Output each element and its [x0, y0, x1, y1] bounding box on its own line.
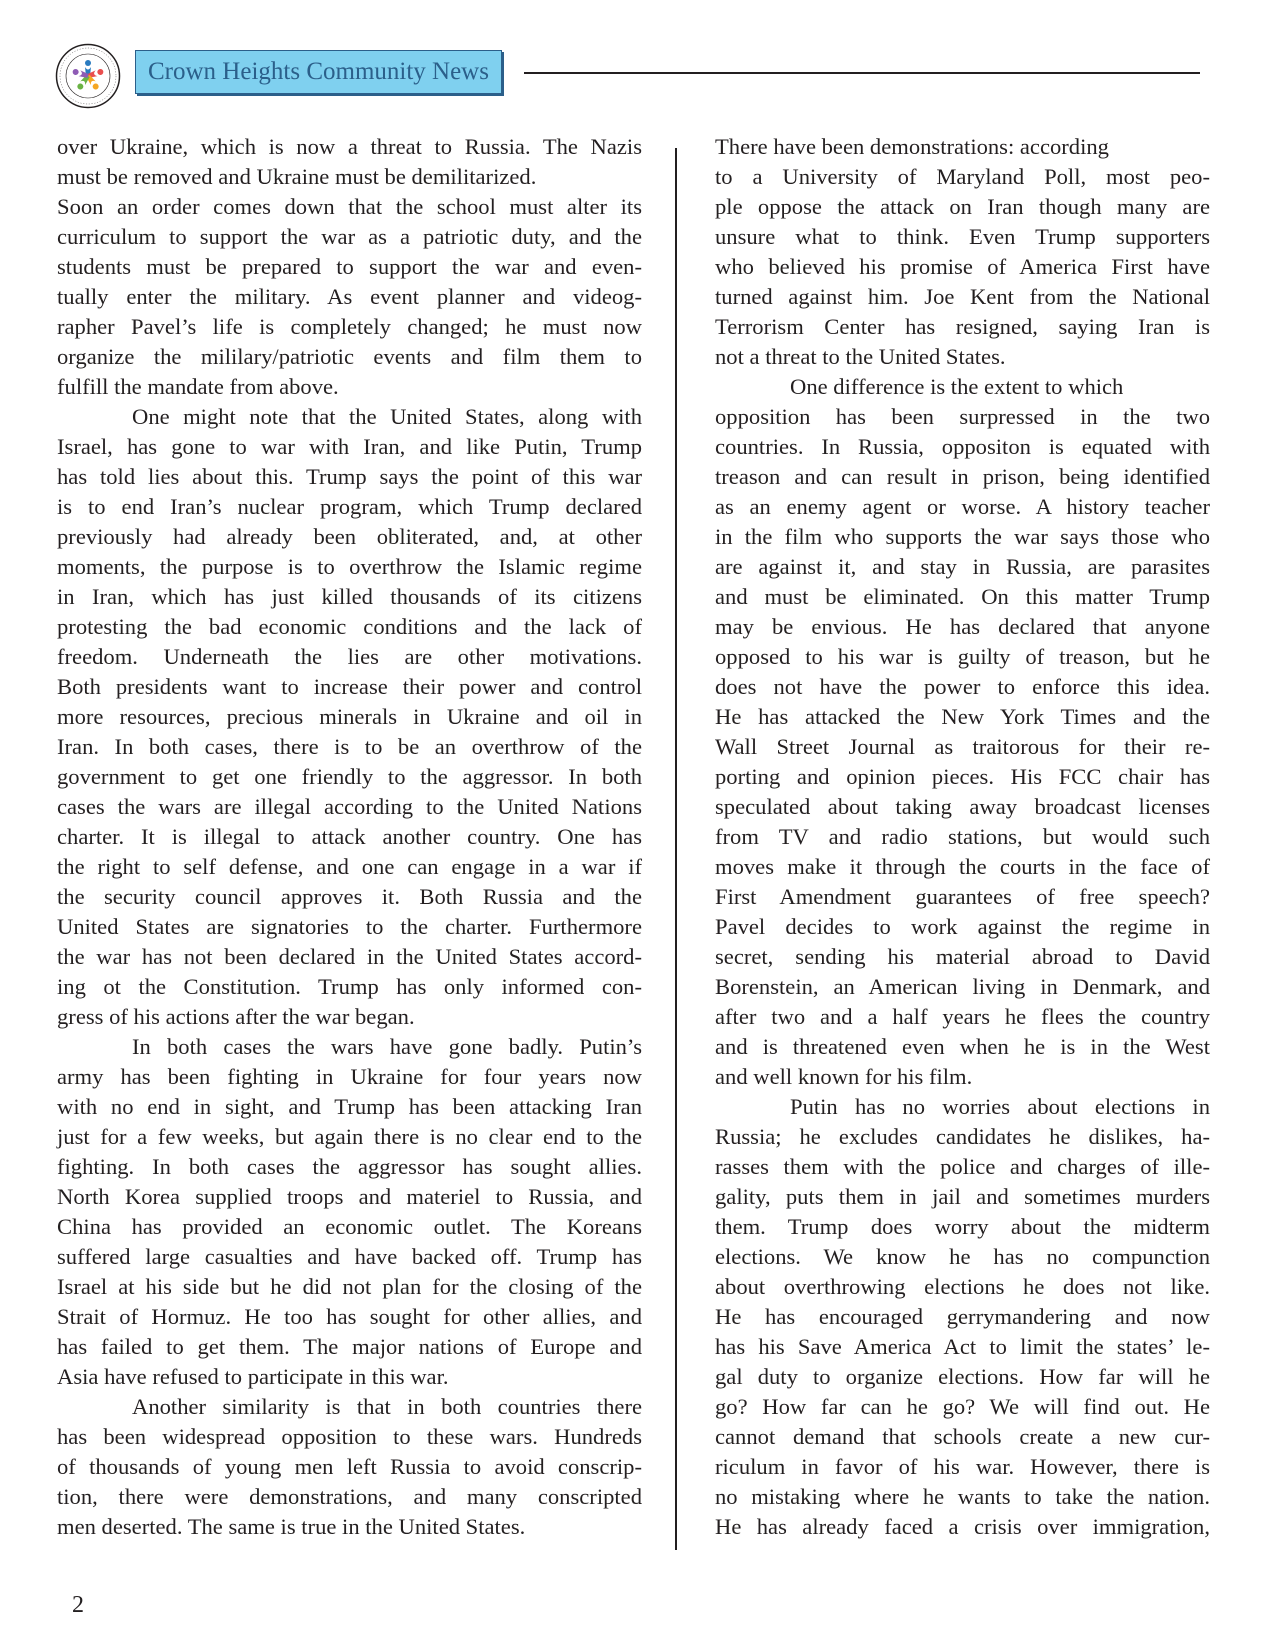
- article-line: is to end Iran’s nuclear program, which Trump declared: [57, 494, 642, 519]
- article-line: gality, puts them in jail and sometimes murders: [715, 1184, 1210, 1209]
- article-line: fighting. In both cases the aggressor has sought allies.: [57, 1154, 642, 1179]
- article-line: Both presidents want to increase their power and control: [57, 674, 642, 699]
- article-line: turned against him. Joe Kent from the National: [715, 284, 1210, 309]
- article-line: freedom. Underneath the lies are other motivations.: [57, 644, 642, 669]
- organization-logo-icon: [55, 43, 121, 109]
- article-line: organize the mililary/patriotic events and film them to: [57, 344, 642, 369]
- article-line: does not have the power to enforce this idea.: [715, 674, 1210, 699]
- article-line: There have been demonstrations: according: [715, 134, 1109, 159]
- article-line: has been widespread opposition to these wars. Hundreds: [57, 1424, 642, 1449]
- article-line: in Iran, which has just killed thousands of its citizens: [57, 584, 642, 609]
- article-line: not a threat to the United States.: [715, 344, 1006, 369]
- article-line: He has attacked the New York Times and the: [715, 704, 1210, 729]
- page-number: 2: [72, 1592, 84, 1618]
- article-line: United States are signatories to the charter. Furthermore: [57, 914, 642, 939]
- article-line: Pavel decides to work against the regime in: [715, 914, 1210, 939]
- article-line: One difference is the extent to which: [790, 374, 1124, 399]
- article-line: must be removed and Ukraine must be demilitarized.: [57, 164, 537, 189]
- article-line: men deserted. The same is true in the United States.: [57, 1514, 526, 1539]
- article-line: previously had already been obliterated, and, at other: [57, 524, 642, 549]
- publication-title-box: [135, 50, 502, 94]
- article-line: has failed to get them. The major nations of Europe and: [57, 1334, 642, 1359]
- article-line: cannot demand that schools create a new cur-: [715, 1424, 1210, 1449]
- article-line: are against it, and stay in Russia, are parasites: [715, 554, 1210, 579]
- article-line: First Amendment guarantees of free speech?: [715, 884, 1210, 909]
- article-line: tually enter the military. As event planner and videog-: [57, 284, 642, 309]
- article-line: with no end in sight, and Trump has been attacking Iran: [57, 1094, 642, 1119]
- article-line: He has encouraged gerrymandering and now: [715, 1304, 1210, 1329]
- article-line: protesting the bad economic conditions and the lack of: [57, 614, 642, 639]
- publication-title: Crown Heights Community News: [148, 58, 489, 85]
- article-line: has his Save America Act to limit the states’ le-: [715, 1334, 1210, 1359]
- article-line: and must be eliminated. On this matter Trump: [715, 584, 1210, 609]
- article-column-right: [715, 132, 1210, 1542]
- article-line: the security council approves it. Both Russia and the: [57, 884, 642, 909]
- article-line: Another similarity is that in both countries there: [132, 1394, 642, 1419]
- article-line: about overthrowing elections he does not like.: [715, 1274, 1210, 1299]
- article-line: government to get one friendly to the aggressor. In both: [57, 764, 642, 789]
- article-line: rapher Pavel’s life is completely changed; he must now: [57, 314, 642, 339]
- article-line: treason and can result in prison, being identified: [715, 464, 1210, 489]
- article-line: China has provided an economic outlet. The Koreans: [57, 1214, 642, 1239]
- header-rule: [524, 72, 1200, 74]
- article-line: and well known for his film.: [715, 1064, 973, 1089]
- article-line: gal duty to organize elections. How far will he: [715, 1364, 1210, 1389]
- article-column-left: [57, 132, 642, 1542]
- article-line: them. Trump does worry about the midterm: [715, 1214, 1210, 1239]
- article-line: Terrorism Center has resigned, saying Iran is: [715, 314, 1210, 339]
- article-line: Strait of Hormuz. He too has sought for other allies, and: [57, 1304, 642, 1329]
- article-line: army has been fighting in Ukraine for four years now: [57, 1064, 642, 1089]
- article-line: Putin has no worries about elections in: [790, 1094, 1210, 1119]
- article-line: has told lies about this. Trump says the point of this war: [57, 464, 642, 489]
- article-line: the war has not been declared in the United States accord-: [57, 944, 642, 969]
- article-line: go? How far can he go? We will find out. He: [715, 1394, 1210, 1419]
- article-line: after two and a half years he flees the country: [715, 1004, 1210, 1029]
- column-divider: [675, 148, 677, 1550]
- article-line: Russia; he excludes candidates he dislikes, ha-: [715, 1124, 1210, 1149]
- article-line: of thousands of young men left Russia to avoid conscrip-: [57, 1454, 642, 1479]
- article-line: over Ukraine, which is now a threat to Russia. The Nazis: [57, 134, 642, 159]
- article-line: moves make it through the courts in the face of: [715, 854, 1210, 879]
- article-line: no mistaking where he wants to take the nation.: [715, 1484, 1210, 1509]
- article-line: charter. It is illegal to attack another country. One has: [57, 824, 642, 849]
- article-line: riculum in favor of his war. However, there is: [715, 1454, 1210, 1479]
- article-line: Borenstein, an American living in Denmark, and: [715, 974, 1210, 999]
- article-line: moments, the purpose is to overthrow the Islamic regime: [57, 554, 642, 579]
- article-line: tion, there were demonstrations, and many conscripted: [57, 1484, 642, 1509]
- article-line: Wall Street Journal as traitorous for their re-: [715, 734, 1210, 759]
- article-line: Israel, has gone to war with Iran, and like Putin, Trump: [57, 434, 642, 459]
- article-line: countries. In Russia, oppositon is equated with: [715, 434, 1210, 459]
- article-line: secret, sending his material abroad to David: [715, 944, 1210, 969]
- article-line: who believed his promise of America First have: [715, 254, 1210, 279]
- article-line: ple oppose the attack on Iran though many are: [715, 194, 1210, 219]
- article-line: to a University of Maryland Poll, most peo-: [715, 164, 1210, 189]
- article-line: opposition has been surpressed in the two: [715, 404, 1210, 429]
- article-line: North Korea supplied troops and materiel to Russia, and: [57, 1184, 642, 1209]
- article-line: unsure what to think. Even Trump supporters: [715, 224, 1210, 249]
- article-line: opposed to his war is guilty of treason, but he: [715, 644, 1210, 669]
- article-line: Iran. In both cases, there is to be an overthrow of the: [57, 734, 642, 759]
- article-line: may be envious. He has declared that anyone: [715, 614, 1210, 639]
- article-line: curriculum to support the war as a patriotic duty, and the: [57, 224, 642, 249]
- article-line: students must be prepared to support the war and even-: [57, 254, 642, 279]
- article-line: the right to self defense, and one can engage in a war if: [57, 854, 642, 879]
- article-line: porting and opinion pieces. His FCC chair has: [715, 764, 1210, 789]
- article-line: Israel at his side but he did not plan for the closing of the: [57, 1274, 642, 1299]
- article-line: speculated about taking away broadcast licenses: [715, 794, 1210, 819]
- page-header: [0, 0, 1275, 120]
- article-line: Soon an order comes down that the school must alter its: [57, 194, 642, 219]
- article-line: just for a few weeks, but again there is no clear end to the: [57, 1124, 642, 1149]
- article-line: One might note that the United States, along with: [132, 404, 642, 429]
- article-line: fulfill the mandate from above.: [57, 374, 339, 399]
- article-line: in the film who supports the war says those who: [715, 524, 1210, 549]
- article-line: In both cases the wars have gone badly. Putin’s: [132, 1034, 642, 1059]
- article-line: elections. We know he has no compunction: [715, 1244, 1210, 1269]
- article-line: Asia have refused to participate in this war.: [57, 1364, 449, 1389]
- article-line: ing ot the Constitution. Trump has only informed con-: [57, 974, 642, 999]
- article-line: He has already faced a crisis over immigration,: [715, 1514, 1210, 1539]
- article-line: and is threatened even when he is in the West: [715, 1034, 1210, 1059]
- article-line: rasses them with the police and charges of ille-: [715, 1154, 1210, 1179]
- article-line: gress of his actions after the war began.: [57, 1004, 415, 1029]
- article-line: cases the wars are illegal according to the United Nations: [57, 794, 642, 819]
- article-line: as an enemy agent or worse. A history teacher: [715, 494, 1210, 519]
- article-line: from TV and radio stations, but would such: [715, 824, 1210, 849]
- article-line: more resources, precious minerals in Ukraine and oil in: [57, 704, 642, 729]
- article-line: suffered large casualties and have backed off. Trump has: [57, 1244, 642, 1269]
